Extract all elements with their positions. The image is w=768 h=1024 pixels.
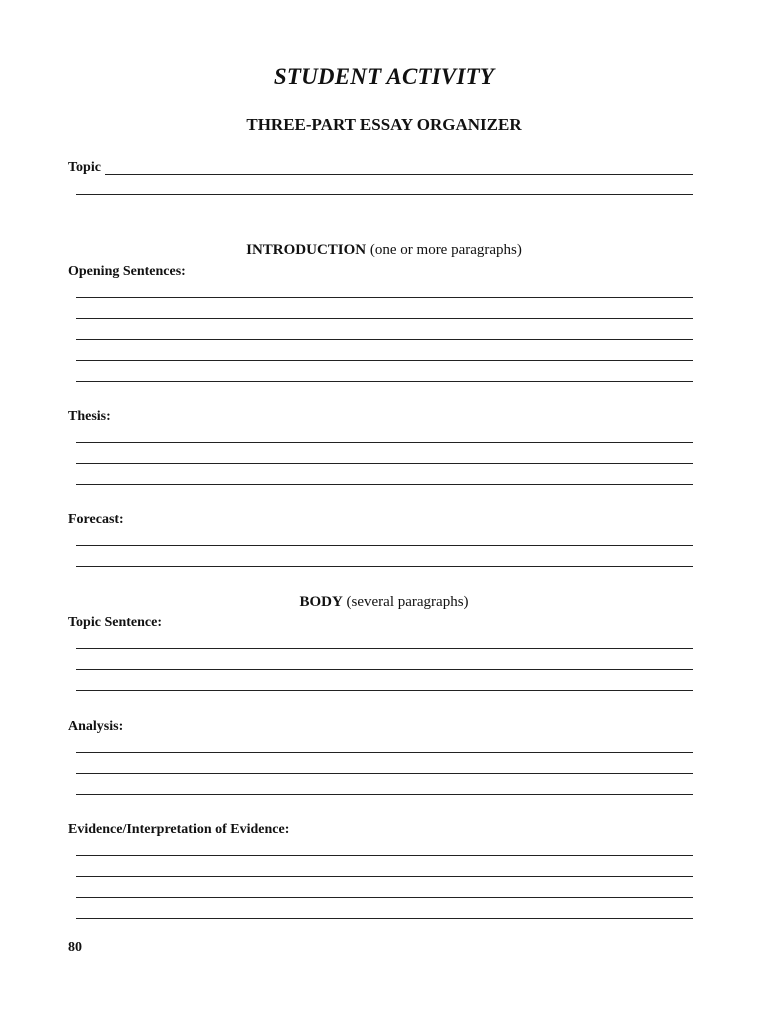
evidence-line[interactable] [76, 876, 693, 877]
thesis-line[interactable] [76, 484, 693, 485]
analysis-label: Analysis: [68, 719, 124, 734]
thesis-label: Thesis: [68, 409, 111, 424]
opening-sentences-line[interactable] [76, 339, 693, 340]
opening-sentences-line[interactable] [76, 318, 693, 319]
body-heading [0, 592, 768, 612]
evidence-line[interactable] [76, 918, 693, 919]
opening-sentences-label: Opening Sentences: [68, 264, 186, 279]
evidence-label: Evidence/Interpretation of Evidence: [68, 822, 290, 837]
topic-sentence-line[interactable] [76, 648, 693, 649]
introduction-heading-title: INTRODUCTION [246, 242, 367, 258]
analysis-line[interactable] [76, 773, 693, 774]
thesis-line[interactable] [76, 463, 693, 464]
evidence-line[interactable] [76, 855, 693, 856]
opening-sentences-line[interactable] [76, 381, 693, 382]
topic-sentence-line[interactable] [76, 690, 693, 691]
analysis-line[interactable] [76, 752, 693, 753]
topic-label: Topic [68, 160, 101, 175]
forecast-label: Forecast: [68, 512, 124, 527]
introduction-heading-note: (one or more paragraphs) [366, 242, 522, 258]
body-heading-title: BODY [299, 594, 343, 610]
forecast-line[interactable] [76, 566, 693, 567]
topic-sentence-label: Topic Sentence: [68, 615, 162, 630]
topic-sentence-line[interactable] [76, 669, 693, 670]
analysis-line[interactable] [76, 794, 693, 795]
topic-line[interactable] [76, 194, 693, 195]
page-title: STUDENT ACTIVITY [273, 64, 495, 89]
evidence-line[interactable] [76, 897, 693, 898]
opening-sentences-line[interactable] [76, 297, 693, 298]
page-subtitle: THREE-PART ESSAY ORGANIZER [246, 115, 522, 134]
introduction-heading [0, 240, 768, 260]
topic-line[interactable] [105, 174, 693, 175]
body-heading-note: (several paragraphs) [342, 594, 469, 610]
opening-sentences-line[interactable] [76, 360, 693, 361]
page-number: 80 [68, 940, 82, 955]
forecast-line[interactable] [76, 545, 693, 546]
thesis-line[interactable] [76, 442, 693, 443]
